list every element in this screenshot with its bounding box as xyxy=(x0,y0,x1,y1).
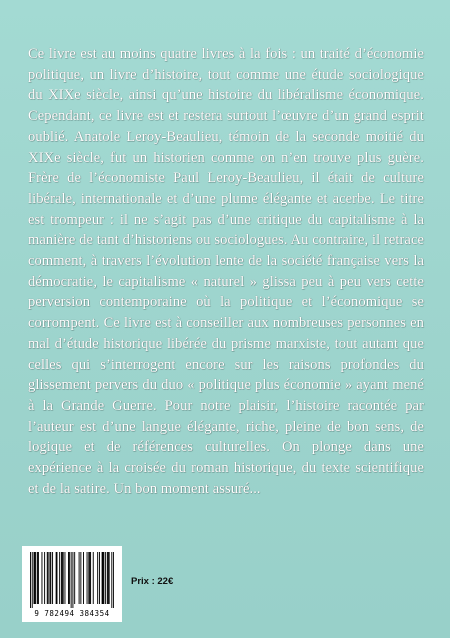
barcode-bar xyxy=(109,552,110,604)
barcode-bar xyxy=(103,552,104,604)
barcode-bar xyxy=(83,552,84,604)
barcode-bar xyxy=(62,552,63,604)
barcode-bar xyxy=(103,552,104,604)
barcode-bar xyxy=(34,552,35,604)
barcode-bar xyxy=(37,552,38,604)
barcode-bar xyxy=(90,552,91,604)
barcode-bar xyxy=(63,552,64,604)
barcode-bar xyxy=(68,552,69,604)
blurb-text: Ce livre est au moins quatre livres à la fois : un traité d’économie politique, un livre d’histoire, tout comme une étude sociologique du XIXe siècle, ainsi qu’une histoire du libéralisme économique. Cependant, ce livre est et restera surtout l’œuvre d’un grand esprit oublié. Anatole Leroy-Beaulieu, témoin de la seconde moitié du XIXe siècle, fut un historien comme on n’en trouve plus guère. Frère de l’économiste Paul Leroy-Beaulieu, il était de culture libérale, internationale et d’une plume élégante et acerbe. Le titre est trompeur : il ne s’agit pas d’une critique du capitalisme à la manière de tant d’historiens ou sociologues. Au contraire, il retrace comment, à travers l’évolution lente de la société française vers la démocratie, le capitalisme « naturel » glissa peu à peu vers cette perversion contemporaine où la politique et l’économique se corrompent. Ce livre est à conseiller aux nombreuses personnes en mal d’étude historique libérée du prisme marxiste, tout autant que celles qui s’interrogent encore sur les raisons profondes du glissement pervers du duo « politique plus économie » ayant mené à la Grande Guerre. Pour notre plaisir, l’histoire racontée par l’auteur est d’une langue élégante, riche, pleine de bon sens, de logique et de références culturelles. On plonge dans une expérience à la croisée du roman historique, du texte scientifique et de la satire. Un bon moment assuré... xyxy=(28,46,424,497)
barcode-bars xyxy=(30,552,114,608)
barcode-bar xyxy=(102,552,103,604)
barcode-bar xyxy=(30,552,31,608)
barcode-bar xyxy=(89,552,90,604)
barcode-bar xyxy=(32,552,33,608)
barcode-bar xyxy=(99,552,100,604)
barcode-bar xyxy=(71,552,72,608)
barcode-bar xyxy=(87,552,88,604)
barcode-bar xyxy=(48,552,49,604)
barcode-bar xyxy=(47,552,48,604)
barcode-bar xyxy=(74,552,75,604)
barcode-bar xyxy=(113,552,114,608)
isbn-barcode xyxy=(22,546,122,622)
barcode-bar xyxy=(105,552,106,604)
barcode-bar xyxy=(59,552,60,604)
price-label: Prix : 22€ xyxy=(131,576,174,587)
barcode-bar xyxy=(88,552,89,604)
barcode-bar xyxy=(52,552,53,604)
barcode-bar xyxy=(38,552,39,604)
barcode-bar xyxy=(64,552,65,604)
barcode-bar xyxy=(79,552,80,604)
barcode-bar xyxy=(107,552,108,604)
isbn-number: 9 782494 384354 xyxy=(34,609,110,618)
barcode-bar xyxy=(108,552,109,604)
barcode-bar xyxy=(44,552,45,604)
barcode-bar xyxy=(61,552,62,604)
barcode-bar xyxy=(69,552,70,604)
barcode-bar xyxy=(80,552,81,604)
barcode-bar xyxy=(35,552,36,604)
barcode-bar xyxy=(93,552,94,604)
barcode-bar xyxy=(111,552,112,608)
barcode-bar xyxy=(41,552,42,604)
barcode-bar xyxy=(57,552,58,604)
barcode-bar xyxy=(56,552,57,604)
barcode-bar xyxy=(50,552,51,604)
barcode-bar xyxy=(34,552,35,604)
barcode-bar xyxy=(72,552,73,608)
barcode-bar xyxy=(49,552,50,604)
barcode-bar xyxy=(97,552,98,604)
